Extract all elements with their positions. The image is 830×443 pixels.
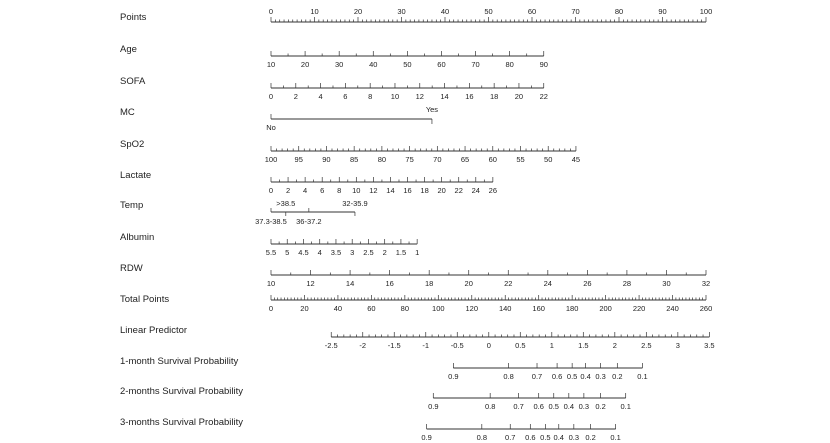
tick-label: 0.9 <box>428 402 439 411</box>
tick-label: 50 <box>484 7 493 16</box>
tick-label: -2 <box>359 341 367 350</box>
tick-label: Yes <box>425 105 439 114</box>
tick-label: 100 <box>432 304 445 313</box>
tick-label: 0.6 <box>551 372 563 381</box>
tick-label: 200 <box>599 304 612 313</box>
tick-label: 2 <box>293 92 298 101</box>
nomogram-row-rdw <box>120 263 710 288</box>
tick-label: 60 <box>488 155 497 164</box>
tick-label: 40 <box>333 304 343 313</box>
row-label: SpO2 <box>120 139 145 150</box>
tick-label: 2 <box>285 186 291 195</box>
tick-label: 0 <box>486 341 491 350</box>
tick-label: 20 <box>464 279 473 288</box>
tick-label: -1.5 <box>387 341 401 350</box>
tick-label: 24 <box>471 186 480 195</box>
tick-label: -1 <box>422 341 430 350</box>
row-label: 1-month Survival Probability <box>120 356 239 367</box>
tick-label: 0.8 <box>484 402 496 411</box>
tick-label: 0.1 <box>610 433 621 442</box>
tick-label: 0.4 <box>580 372 591 381</box>
tick-label: 5.5 <box>265 248 277 257</box>
tick-label: No <box>266 123 276 132</box>
tick-label: 20 <box>300 60 310 69</box>
tick-label: 2 <box>612 341 617 350</box>
tick-label: -2.5 <box>324 341 338 350</box>
nomogram-row-3-months-survival-probability <box>120 417 621 442</box>
tick-label: 30 <box>662 279 671 288</box>
tick-label: 100 <box>699 7 713 16</box>
tick-label: 40 <box>369 60 378 69</box>
tick-label: -0.5 <box>450 341 464 350</box>
tick-label: 0.1 <box>637 372 648 381</box>
row-label: Age <box>120 44 137 55</box>
tick-label: 55 <box>516 155 525 164</box>
tick-label: 0.5 <box>566 372 578 381</box>
tick-label: 4 <box>317 248 322 257</box>
row-label: SOFA <box>120 76 146 87</box>
tick-label: 4.5 <box>298 248 309 257</box>
tick-label: 80 <box>505 60 514 69</box>
nomogram-row-age <box>120 44 548 69</box>
tick-label: 0.8 <box>503 372 514 381</box>
tick-label: 65 <box>460 155 470 164</box>
tick-label: 0 <box>268 186 274 195</box>
tick-label: 22 <box>504 279 513 288</box>
tick-label: 0.5 <box>515 341 526 350</box>
tick-label: 80 <box>400 304 410 313</box>
tick-label: 12 <box>415 92 424 101</box>
tick-label: 80 <box>614 7 624 16</box>
tick-label: 240 <box>666 304 679 313</box>
tick-label: 160 <box>532 304 545 313</box>
tick-label: 10 <box>266 60 276 69</box>
tick-label: 50 <box>403 60 412 69</box>
tick-label: 22 <box>454 186 463 195</box>
row-label: Temp <box>120 200 144 211</box>
nomogram-row-spo2 <box>120 139 580 164</box>
tick-label: 2 <box>382 248 387 257</box>
tick-label: 14 <box>345 279 355 288</box>
tick-label: >38.5 <box>276 199 296 208</box>
tick-label: 70 <box>433 155 442 164</box>
tick-label: 0.9 <box>448 372 459 381</box>
tick-label: 6 <box>320 186 325 195</box>
tick-label: 0.4 <box>553 433 564 442</box>
tick-label: 45 <box>571 155 581 164</box>
tick-label: 2.5 <box>641 341 652 350</box>
nomogram-row-1-month-survival-probability <box>120 356 648 381</box>
tick-label: 12 <box>306 279 315 288</box>
tick-label: 18 <box>489 92 499 101</box>
row-label: Linear Predictor <box>120 325 188 336</box>
tick-label: 4 <box>318 92 323 101</box>
tick-label: 32 <box>701 279 711 288</box>
tick-label: 22 <box>539 92 548 101</box>
tick-label: 0.3 <box>578 402 590 411</box>
nomogram-row-temp <box>120 199 368 226</box>
nomogram-row-2-months-survival-probability <box>120 386 631 411</box>
nomogram-row-total-points <box>120 294 712 313</box>
row-label: Lactate <box>120 170 152 181</box>
tick-label: 14 <box>386 186 395 195</box>
row-label: Points <box>120 12 147 23</box>
tick-label: 24 <box>543 279 552 288</box>
tick-label: 85 <box>349 155 359 164</box>
tick-label: 26 <box>583 279 592 288</box>
tick-label: 20 <box>353 7 363 16</box>
row-label: MC <box>120 107 135 118</box>
tick-label: 3 <box>350 248 355 257</box>
tick-label: 8 <box>368 92 373 101</box>
tick-label: 10 <box>310 7 319 16</box>
tick-label: 6 <box>343 92 348 101</box>
tick-label: 36-37.2 <box>296 217 322 226</box>
tick-label: 60 <box>437 60 446 69</box>
tick-label: 75 <box>405 155 414 164</box>
tick-label: 30 <box>397 7 406 16</box>
tick-label: 16 <box>465 92 474 101</box>
tick-label: 90 <box>322 155 331 164</box>
tick-label: 95 <box>294 155 303 164</box>
tick-label: 16 <box>385 279 394 288</box>
tick-label: 10 <box>266 279 276 288</box>
tick-label: 0.5 <box>540 433 551 442</box>
tick-label: 140 <box>498 304 512 313</box>
tick-label: 60 <box>527 7 537 16</box>
tick-label: 1.5 <box>395 248 407 257</box>
tick-label: 0.9 <box>421 433 432 442</box>
nomogram-row-points <box>120 7 712 23</box>
tick-label: 18 <box>420 186 429 195</box>
tick-label: 3.5 <box>704 341 715 350</box>
tick-label: 0.1 <box>620 402 631 411</box>
tick-label: 20 <box>300 304 309 313</box>
row-label: RDW <box>120 263 143 274</box>
tick-label: 8 <box>337 186 342 195</box>
tick-label: 100 <box>264 155 278 164</box>
row-label: Total Points <box>120 294 170 305</box>
tick-label: 0.5 <box>548 402 559 411</box>
tick-label: 1 <box>415 248 420 257</box>
tick-label: 0 <box>268 304 274 313</box>
tick-label: 60 <box>367 304 376 313</box>
tick-label: 0.7 <box>513 402 524 411</box>
row-label: 2-months Survival Probability <box>120 386 244 397</box>
tick-label: 18 <box>425 279 434 288</box>
tick-label: 90 <box>658 7 667 16</box>
tick-label: 0.4 <box>563 402 575 411</box>
tick-label: 0.7 <box>531 372 543 381</box>
tick-label: 37.3-38.5 <box>255 217 287 226</box>
tick-label: 1.5 <box>578 341 589 350</box>
tick-label: 80 <box>377 155 387 164</box>
tick-label: 14 <box>440 92 449 101</box>
tick-label: 3.5 <box>330 248 342 257</box>
tick-label: 0.7 <box>505 433 516 442</box>
tick-label: 5 <box>285 248 290 257</box>
tick-label: 0.2 <box>595 402 606 411</box>
tick-label: 26 <box>488 186 498 195</box>
tick-label: 20 <box>437 186 446 195</box>
nomogram-row-lactate <box>120 170 497 195</box>
tick-label: 30 <box>335 60 344 69</box>
tick-label: 0.6 <box>533 402 544 411</box>
tick-label: 10 <box>352 186 361 195</box>
tick-label: 0 <box>268 7 274 16</box>
tick-label: 50 <box>544 155 553 164</box>
tick-label: 0.6 <box>525 433 536 442</box>
tick-label: 1 <box>549 341 554 350</box>
tick-label: 70 <box>571 7 580 16</box>
tick-label: 260 <box>699 304 713 313</box>
row-label: Albumin <box>120 232 155 243</box>
tick-label: 10 <box>390 92 400 101</box>
tick-label: 16 <box>403 186 412 195</box>
tick-label: 32-35.9 <box>342 199 368 208</box>
tick-label: 120 <box>465 304 479 313</box>
tick-label: 40 <box>440 7 450 16</box>
tick-label: 3 <box>675 341 680 350</box>
row-label: 3-months Survival Probability <box>120 417 244 428</box>
tick-label: 70 <box>471 60 480 69</box>
nomogram-row-mc <box>120 105 438 132</box>
tick-label: 12 <box>369 186 378 195</box>
nomogram-row-linear-predictor <box>120 325 715 350</box>
tick-label: 0.2 <box>585 433 596 442</box>
tick-label: 0.8 <box>476 433 488 442</box>
tick-label: 2.5 <box>363 248 374 257</box>
tick-label: 0.3 <box>568 433 580 442</box>
tick-label: 0 <box>268 92 274 101</box>
tick-label: 0.2 <box>612 372 623 381</box>
tick-label: 220 <box>632 304 646 313</box>
tick-label: 4 <box>303 186 308 195</box>
nomogram-row-sofa <box>120 76 548 101</box>
tick-label: 28 <box>622 279 632 288</box>
tick-label: 20 <box>514 92 524 101</box>
tick-label: 180 <box>565 304 579 313</box>
tick-label: 0.3 <box>595 372 606 381</box>
nomogram-row-albumin <box>120 232 419 257</box>
tick-label: 90 <box>539 60 548 69</box>
